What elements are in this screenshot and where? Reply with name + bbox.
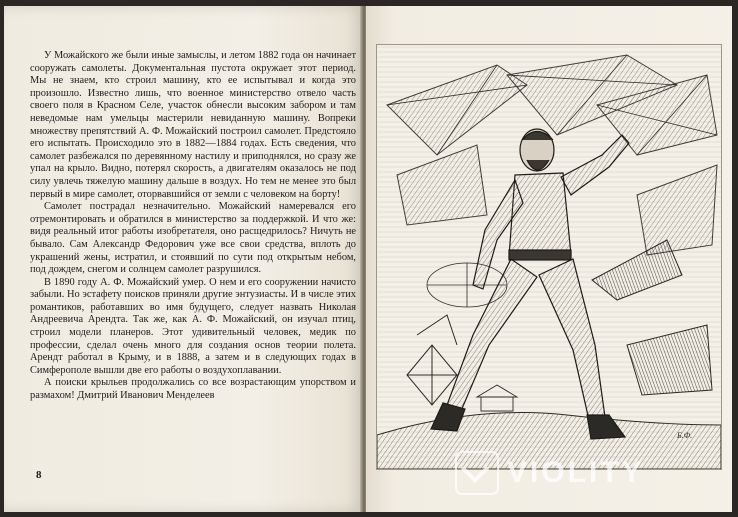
watermark-text: VIOLITY (507, 456, 645, 489)
paragraph: А поиски крыльев продолжались со все возрастающим упорством и размахом! Дмитрий Иванович Менделеев (30, 377, 356, 402)
left-page (4, 6, 364, 512)
body-text (30, 50, 356, 403)
watermark (455, 448, 725, 498)
paragraph: Самолет пострадал незначительно. Можайский намеревался его отремонтировать и обратился в министерство за поддержкой. И что же: видя реальный итог работы изобретателя, оно расщедрилось? Ничуть не бывало. Сам Александр Федорович уже все свои средства, вплоть до украшений жены, истратил, и стоявший по сути под открытым небом, под дождем, снегом и солнцем самолет разрушился. (30, 201, 356, 276)
engraving-drawing (377, 45, 721, 469)
paragraph: В 1890 году А. Ф. Можайский умер. О нем и его сооружении начисто забыли. Но эстафету поисков приняли другие энтузиасты. И в числе этих романтиков, работавших во имя будущего, следует назвать Николая Андреевича Арендта. Так же, как А. Ф. Можайский, он изучал птиц, строил модели планеров. Этот удивительный человек, медик по профессии, сделал очень много для создания основ теории полета. Арендт работал в Крыму, и в 1888, а затем и в следующих годах в Симферополе вышли две его работы о воздухоплавании. (30, 276, 356, 376)
illustrator-signature: Б.Ф. (677, 431, 693, 440)
violity-logo-icon (455, 451, 499, 495)
page-number: 8 (36, 469, 42, 481)
paragraph: У Можайского же были иные замыслы, и летом 1882 года он начинает сооружать самолеты. Документальная пустота окружает этот период. Мы не знаем, кто строил машину, кто ее испытывал и когда это произошло. Известно лишь, что военное министерство отвело часть своего поля в Красном Селе, участок обнесли высоким забором и там неведомые нам умельцы мастерили невиданную машину. Вопреки множеству препятствий А. Ф. Можайский построил самолет. Предстояло его испытать. Происходило это в 1882—1884 годах. Есть сведения, что самолет разбежался по деревянному настилу и приподнялся, но сразу же упал на крыло. Видно, потерял скорость, а двигателям оказалось не под силу увлечь тяжелую машину дальше в воздух. Но тем не менее это был первый в мире самолет, оторвавшийся от земли с человеком на борту! (30, 50, 356, 200)
aviator-engraving-icon (376, 44, 722, 470)
